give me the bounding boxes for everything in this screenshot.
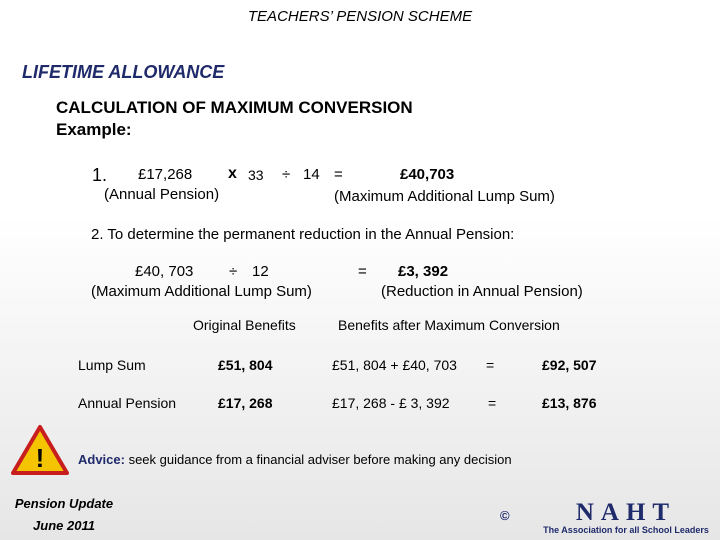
row-equals: = bbox=[488, 395, 497, 411]
row-calc: £51, 804 + £40, 703 bbox=[332, 357, 457, 373]
row-calc: £17, 268 - £ 3, 392 bbox=[332, 395, 450, 411]
step1-multiply: x bbox=[228, 165, 237, 182]
step2-description: 2. To determine the permanent reduction in the Annual Pension: bbox=[91, 226, 515, 243]
slide-title: TEACHERS’ PENSION SCHEME bbox=[247, 8, 473, 25]
step1-number: 1. bbox=[92, 165, 108, 185]
col-header-after: Benefits after Maximum Conversion bbox=[338, 317, 560, 333]
advice-label: Advice: bbox=[78, 452, 125, 467]
footer-date: June 2011 bbox=[33, 518, 95, 533]
calculation-heading: CALCULATION OF MAXIMUM CONVERSION bbox=[56, 98, 413, 117]
col-header-original: Original Benefits bbox=[193, 317, 296, 333]
example-subheading: Example: bbox=[56, 120, 132, 139]
step1-result-caption: (Maximum Additional Lump Sum) bbox=[334, 188, 555, 205]
warning-symbol: ! bbox=[35, 443, 45, 473]
naht-logo bbox=[538, 500, 714, 536]
step2-amount: £40, 703 bbox=[135, 263, 194, 280]
step2-result-caption: (Reduction in Annual Pension) bbox=[381, 283, 583, 300]
footer-pension-update: Pension Update bbox=[14, 496, 114, 511]
step1-equals: = bbox=[334, 166, 343, 183]
step1-divisor: 14 bbox=[303, 166, 320, 183]
step2-equals: = bbox=[358, 263, 367, 280]
step1-pension: £17,268 bbox=[138, 166, 193, 183]
step1-factor: 33 bbox=[248, 167, 264, 183]
naht-logo-text: NAHT bbox=[575, 499, 677, 526]
warning-icon bbox=[10, 424, 70, 476]
advice-note bbox=[78, 452, 512, 467]
row-total: £13, 876 bbox=[542, 395, 597, 411]
row-original: £51, 804 bbox=[218, 357, 273, 373]
advice-text: seek guidance from a financial adviser before making any decision bbox=[124, 452, 512, 467]
row-label: Lump Sum bbox=[78, 357, 146, 373]
row-equals: = bbox=[486, 357, 495, 373]
step1-pension-caption: (Annual Pension) bbox=[104, 186, 220, 203]
step2-amount-caption: (Maximum Additional Lump Sum) bbox=[91, 283, 312, 300]
row-label: Annual Pension bbox=[78, 395, 177, 411]
step1-divide: ÷ bbox=[282, 166, 291, 183]
row-total: £92, 507 bbox=[542, 357, 597, 373]
row-original: £17, 268 bbox=[218, 395, 273, 411]
step2-divide: ÷ bbox=[229, 263, 238, 280]
copyright-symbol: © bbox=[500, 508, 510, 523]
section-title: LIFETIME ALLOWANCE bbox=[22, 62, 225, 82]
step2-result: £3, 392 bbox=[398, 263, 449, 280]
step2-divisor: 12 bbox=[252, 263, 269, 280]
step1-result: £40,703 bbox=[400, 166, 455, 183]
naht-logo-tagline: The Association for all School Leaders bbox=[543, 525, 709, 535]
